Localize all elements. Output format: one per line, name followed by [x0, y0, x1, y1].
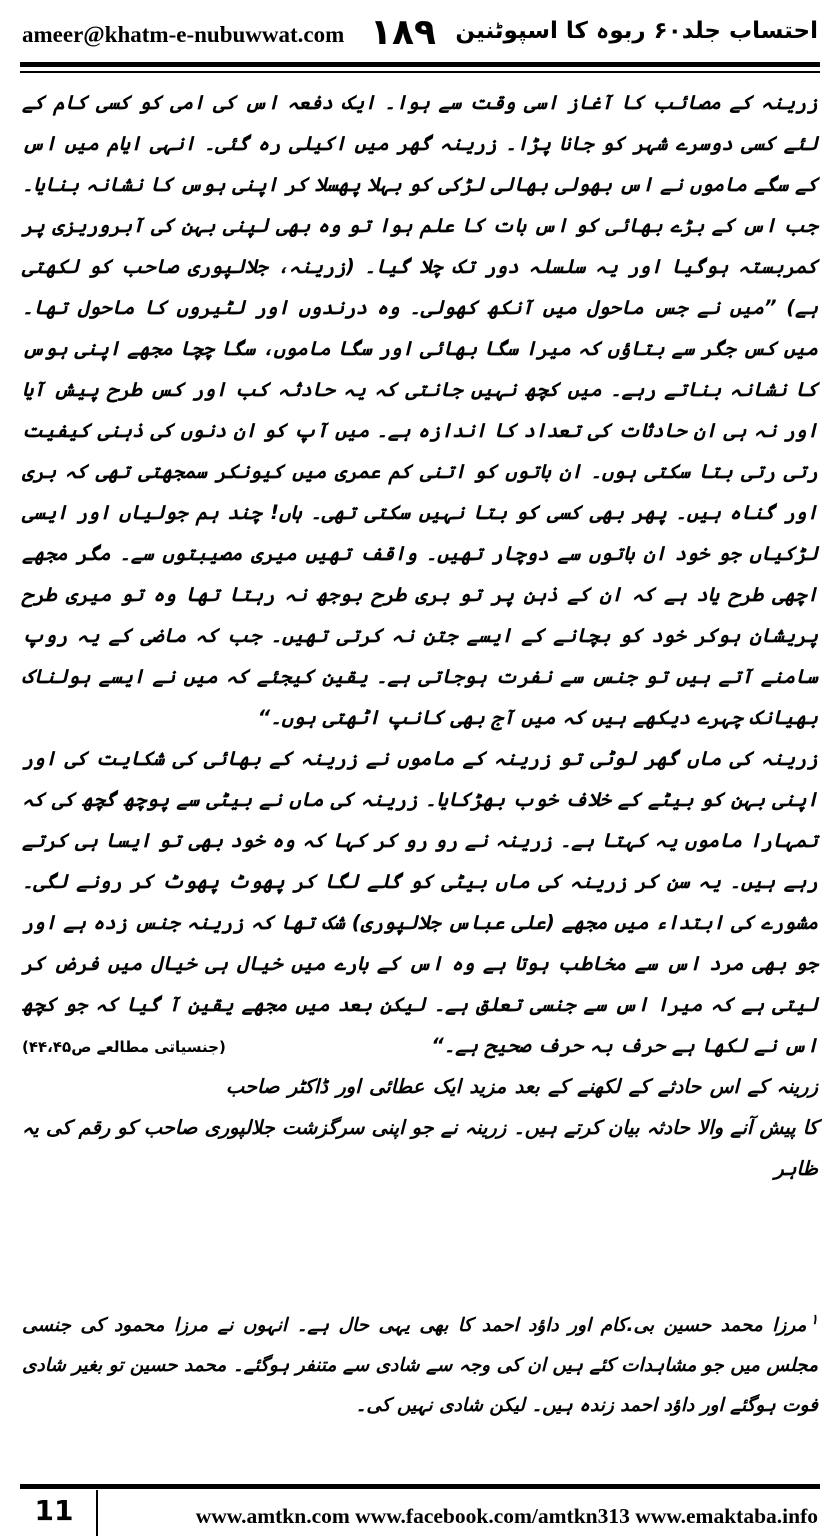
paragraph-3: زرینہ کے اس حادثے کے لکھنے کے بعد مزید ایک عطائی اور ڈاکٹر صاحب کا پیش آنے والا حادثہ بیان کرتے ہیں۔ زرینہ نے جو اپنی سرگزشت جلالپوری صاحب کو رقم کی یہ ظاہر: [22, 1075, 818, 1180]
paragraph-2-text: زرینہ کی ماں گھر لوٹی تو زرینہ کے ماموں نے زرینہ کے بھائی کی شکایت کی اور اپنی بہن کو بیٹے کے خلاف خوب بھڑکایا۔ زرینہ کی ماں نے بیٹی سے پوچھ گچھ کی کہ تمہارا ماموں یہ کہتا ہے۔ زرینہ نے رو رو کر کہا کہ وہ خود بھی تو ایسا ہی کرتے رہے ہیں۔ یہ سن کر زرینہ کی ماں بیٹی کو گلے لگا کر پھوٹ پھوٹ کر رونے لگی۔ مشورے کی ابتداء میں مجھے (علی عباس جلالپوری) شک تھا کہ زرینہ جنس زدہ ہے اور جو بھی مرد اس سے مخاطب ہوتا ہے وہ اس کے بارے میں خیال ہی خیال میں فرض کر لیتی ہے کہ میرا اس سے جنسی تعلق ہے۔ لیکن بعد میں مجھے یقین آ گیا کہ جو کچھ اس نے لکھا ہے حرف بہ حرف صحیح ہے۔“: [22, 747, 818, 1057]
footnote-line-1: مرزا محمد حسین بی.کام اور داؤد احمد کا بھی یہی حال ہے۔ انہوں نے مرزا محمود کی جنسی مجلس میں جو مشاہدات کئے ہیں ان کی وجہ سے شادی سے متنفر ہوگئے۔ محمد حسین تو بغیر شادی فوت ہوگئے اور داؤد احمد زندہ ہیں۔ لیکن شادی نہیں کی۔: [22, 1315, 818, 1417]
reference-citation: (جنسیاتی مطالعے ص۴۴،۴۵): [22, 1038, 226, 1056]
footnote: [22, 1300, 818, 1426]
body-text: [22, 82, 818, 1189]
paragraph-1: زرینہ کے مصائب کا آغاز اسی وقت سے ہوا۔ ایک دفعہ اس کی امی کو کسی کام کے لئے کسی دوسرے شہر کو جانا پڑا۔ زرینہ گھر میں اکیلی رہ گئی۔ انہی ایام میں اس کے سگے ماموں نے اس بھولی بھالی لڑکی کو بہلا پھسلا کر اپنی ہوس کا نشانہ بنایا۔ جب اس کے بڑے بھائی کو اس بات کا علم ہوا تو وہ بھی لپنی بہن کی آبروریزی پر کمربستہ ہوگیا اور یہ سلسلہ دور تک چلا گیا۔ (زرینہ، جلالپوری صاحب کو لکھتی ہے) ”میں نے جس ماحول میں آنکھ کھولی۔ وہ درندوں اور لٹیروں کا ماحول تھا۔ میں کس جگر سے بتاؤں کہ میرا سگا بھائی اور سگا ماموں، سگا چچا مجھے اپنی ہوس کا نشانہ بناتے رہے۔ میں کچھ نہیں جانتی کہ یہ حادثہ کب اور کس طرح پیش آیا اور نہ ہی ان حادثات کی تعداد کا اندازہ ہے۔ میں آپ کو ان دنوں کی ذہنی کیفیت رتی رتی بتا سکتی ہوں۔ ان باتوں کو اتنی کم عمری میں کیونکر سمجھتی تھی کہ بری اور گناہ ہیں۔ پھر بھی کسی کو بتا نہیں سکتی تھی۔ ہاں! چند ہم جولیاں اور ایسی لڑکیاں جو خود ان باتوں سے دوچار تھیں۔ واقف تھیں میری مصیبتوں سے۔ مگر مجھے اچھی طرح یاد ہے کہ ان کے ذہن پر تو بری طرح بوجھ نہ رہتا تھا وہ تو میری طرح پریشان ہوکر خود کو بچانے کے ایسے جتن نہ کرتی تھیں۔ جب کہ ماضی کے یہ روپ سامنے آتے ہیں تو جنس سے نفرت ہوجاتی ہے۔ یقین کیجئے کہ میں نے ایسے ہولناک بھیانک چہرے دیکھے ہیں کہ میں آج بھی کانپ اٹھتی ہوں۔“: [22, 91, 818, 729]
header-rule-thick: [20, 62, 820, 67]
footer-urls[interactable]: www.amtkn.com www.facebook.com/amtkn313 www.emaktaba.info: [195, 1504, 818, 1528]
header-rule-thin: [20, 71, 820, 73]
paragraph-2: [22, 738, 818, 1066]
footer-page-number: 11: [34, 1494, 74, 1527]
header-email: ameer@khatm-e-nubuwwat.com: [22, 22, 345, 47]
footnote-marker: ۱: [810, 1312, 818, 1328]
footnote-text: [22, 1300, 818, 1426]
footer-divider: [96, 1490, 98, 1536]
header-page-number: ۱۸۹: [370, 12, 436, 53]
footer-rule: [20, 1484, 820, 1489]
header-title: احتساب جلد۶۰ ربوہ کا اسپوٹنین: [455, 18, 818, 44]
